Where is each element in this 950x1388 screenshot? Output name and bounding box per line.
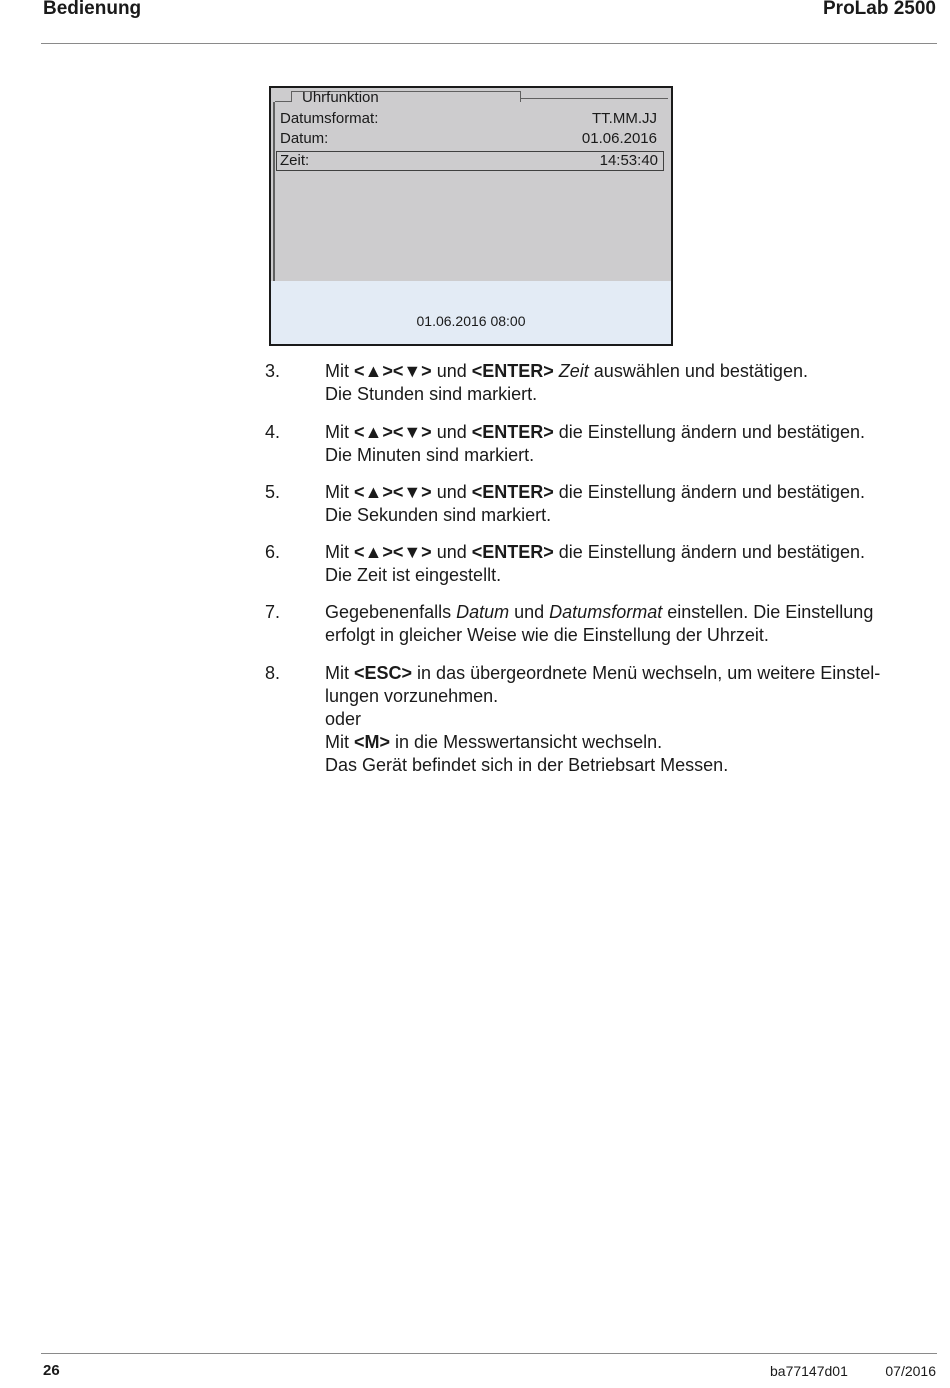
key-m: <M> [354, 732, 391, 752]
header-section-title: Bedienung [43, 0, 142, 19]
key-up: <▲> [354, 422, 393, 442]
display-frame-line [273, 102, 275, 281]
menu-row-datumsformat[interactable] [280, 110, 657, 128]
menu-row-label: Zeit: [280, 152, 310, 169]
display-tab-line-right [521, 98, 668, 102]
key-down: <▼> [392, 482, 432, 502]
step-text: Mit <▲><▼> und <ENTER> die Einstellung ändern und bestätigen. Die Minuten sind markiert. [325, 422, 865, 465]
key-up: <▲> [354, 482, 393, 502]
key-enter: <ENTER> [471, 482, 554, 502]
menu-row-label: Datum: [280, 130, 329, 147]
key-esc: <ESC> [354, 663, 413, 683]
step-text: Mit <▲><▼> und <ENTER> Zeit auswählen und bestätigen. Die Stunden sind markiert. [325, 361, 808, 404]
menu-row-value: 14:53:40 [599, 152, 658, 169]
display-status-datetime: 01.06.2016 08:00 [416, 313, 526, 329]
key-down: <▼> [392, 542, 432, 562]
key-enter: <ENTER> [471, 542, 554, 562]
step-number: 4. [265, 422, 281, 442]
header-product-name: ProLab 2500 [823, 0, 936, 19]
key-enter: <ENTER> [471, 422, 554, 442]
step-text: Mit <▲><▼> und <ENTER> die Einstellung ändern und bestätigen. Die Zeit ist eingestellt. [325, 542, 865, 585]
footer-doc-id: ba77147d01 [770, 1363, 848, 1379]
key-down: <▼> [392, 422, 432, 442]
key-down: <▼> [392, 361, 432, 381]
step-text: Mit <▲><▼> und <ENTER> die Einstellung ändern und bestätigen. Die Sekunden sind markiert. [325, 482, 865, 525]
device-display [269, 86, 673, 346]
footer-date: 07/2016 [885, 1363, 936, 1379]
menu-row-label: Datumsformat: [280, 110, 379, 127]
key-enter: <ENTER> [471, 361, 554, 381]
step-text: Gegebenenfalls Datum und Datumsformat einstellen. Die Einstellung erfolgt in gleicher Weise wie die Einstellung der Uhrzeit. [325, 602, 874, 645]
menu-row-datum[interactable] [280, 130, 657, 148]
menu-row-zeit-selected[interactable] [276, 151, 664, 171]
step-number: 5. [265, 482, 281, 502]
menu-row-value: TT.MM.JJ [592, 110, 657, 127]
footer-rule [41, 1353, 937, 1354]
key-up: <▲> [354, 361, 393, 381]
display-menu-title: Uhrfunktion [302, 89, 379, 106]
step-number: 7. [265, 602, 281, 622]
step-number: 6. [265, 542, 281, 562]
menu-row-value: 01.06.2016 [581, 130, 657, 147]
step-number: 8. [265, 663, 281, 683]
key-up: <▲> [354, 542, 393, 562]
display-tab-line [275, 101, 291, 102]
footer-page-number: 26 [43, 1362, 60, 1379]
step-number: 3. [265, 361, 281, 381]
header-rule [41, 43, 937, 44]
step-text: Mit <ESC> in das übergeordnete Menü wechseln, um weitere Einstel- lungen vorzunehmen. oder Mit <M> in die Messwertansicht wechseln. Das Gerät befindet sich in der Betriebsart Messen. [325, 663, 881, 775]
